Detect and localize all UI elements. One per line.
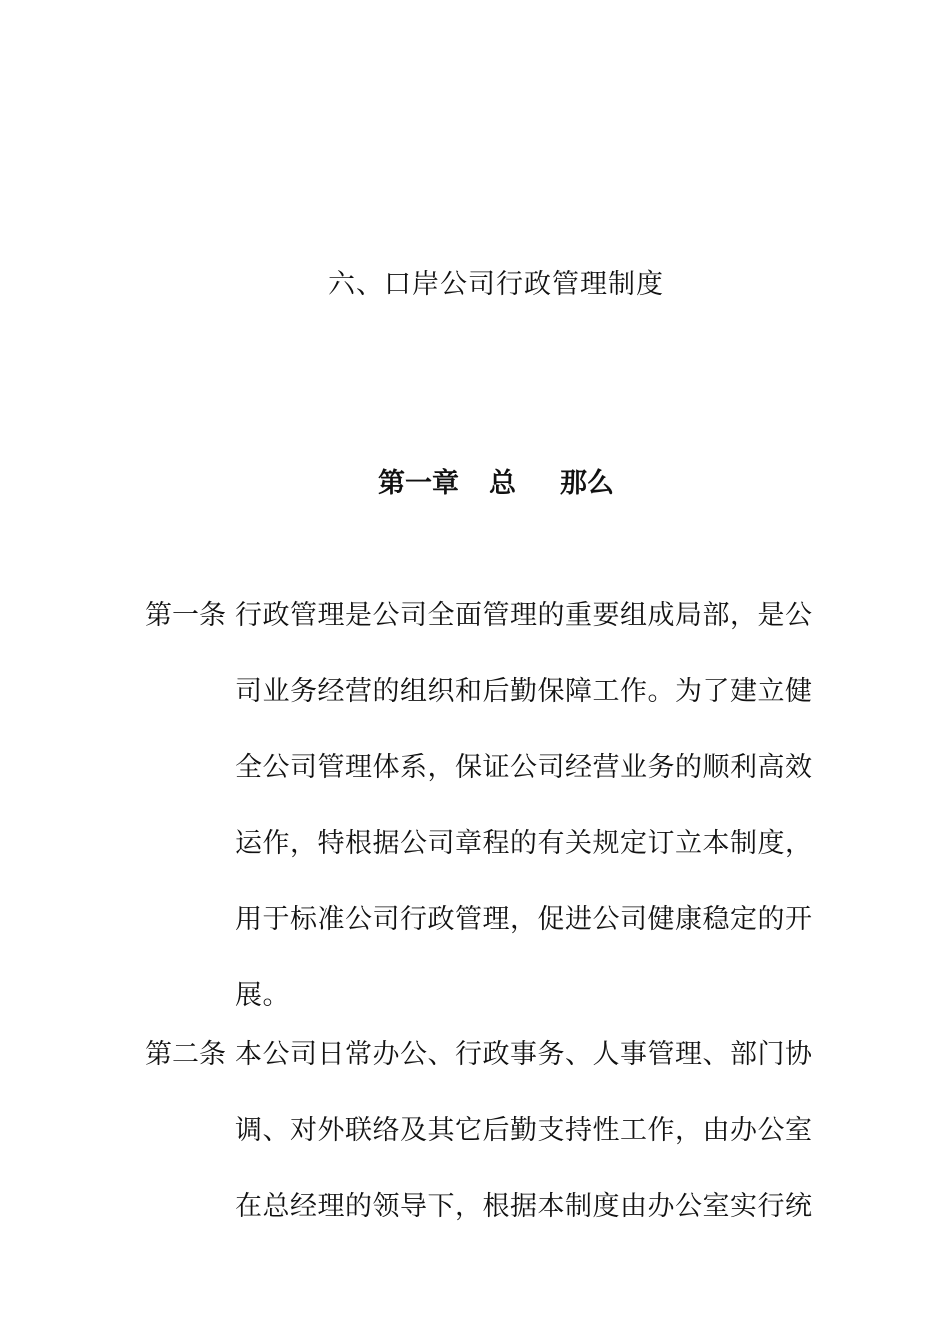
article-label: 第二条 (145, 1039, 226, 1070)
document-title: 六、口岸公司行政管理制度 (328, 269, 664, 300)
article-line: 展。 (235, 980, 290, 1011)
article-body (235, 578, 855, 1034)
chapter-heading (0, 461, 950, 507)
article-line: 运作，特根据公司章程的有关规定订立本制度， (235, 828, 813, 859)
chapter-number: 第一章 (378, 468, 459, 499)
article-line: 本公司日常办公、行政事务、人事管理、部门协 (235, 1039, 813, 1070)
article-body (235, 1017, 855, 1245)
article-line: 在总经理的领导下，根据本制度由办公室实行统 (235, 1191, 813, 1222)
chapter-word-1: 总 (489, 468, 516, 499)
chapter-word-2: 那么 (560, 468, 614, 499)
article-line: 全公司管理体系，保证公司经营业务的顺利高效 (235, 752, 813, 783)
article-line: 用于标准公司行政管理，促进公司健康稳定的开 (235, 904, 813, 935)
article-line: 调、对外联络及其它后勤支持性工作，由办公室 (235, 1115, 813, 1146)
article-line: 司业务经营的组织和后勤保障工作。为了建立健 (235, 676, 813, 707)
article-line: 行政管理是公司全面管理的重要组成局部，是公 (235, 600, 813, 631)
article-label: 第一条 (145, 600, 226, 631)
